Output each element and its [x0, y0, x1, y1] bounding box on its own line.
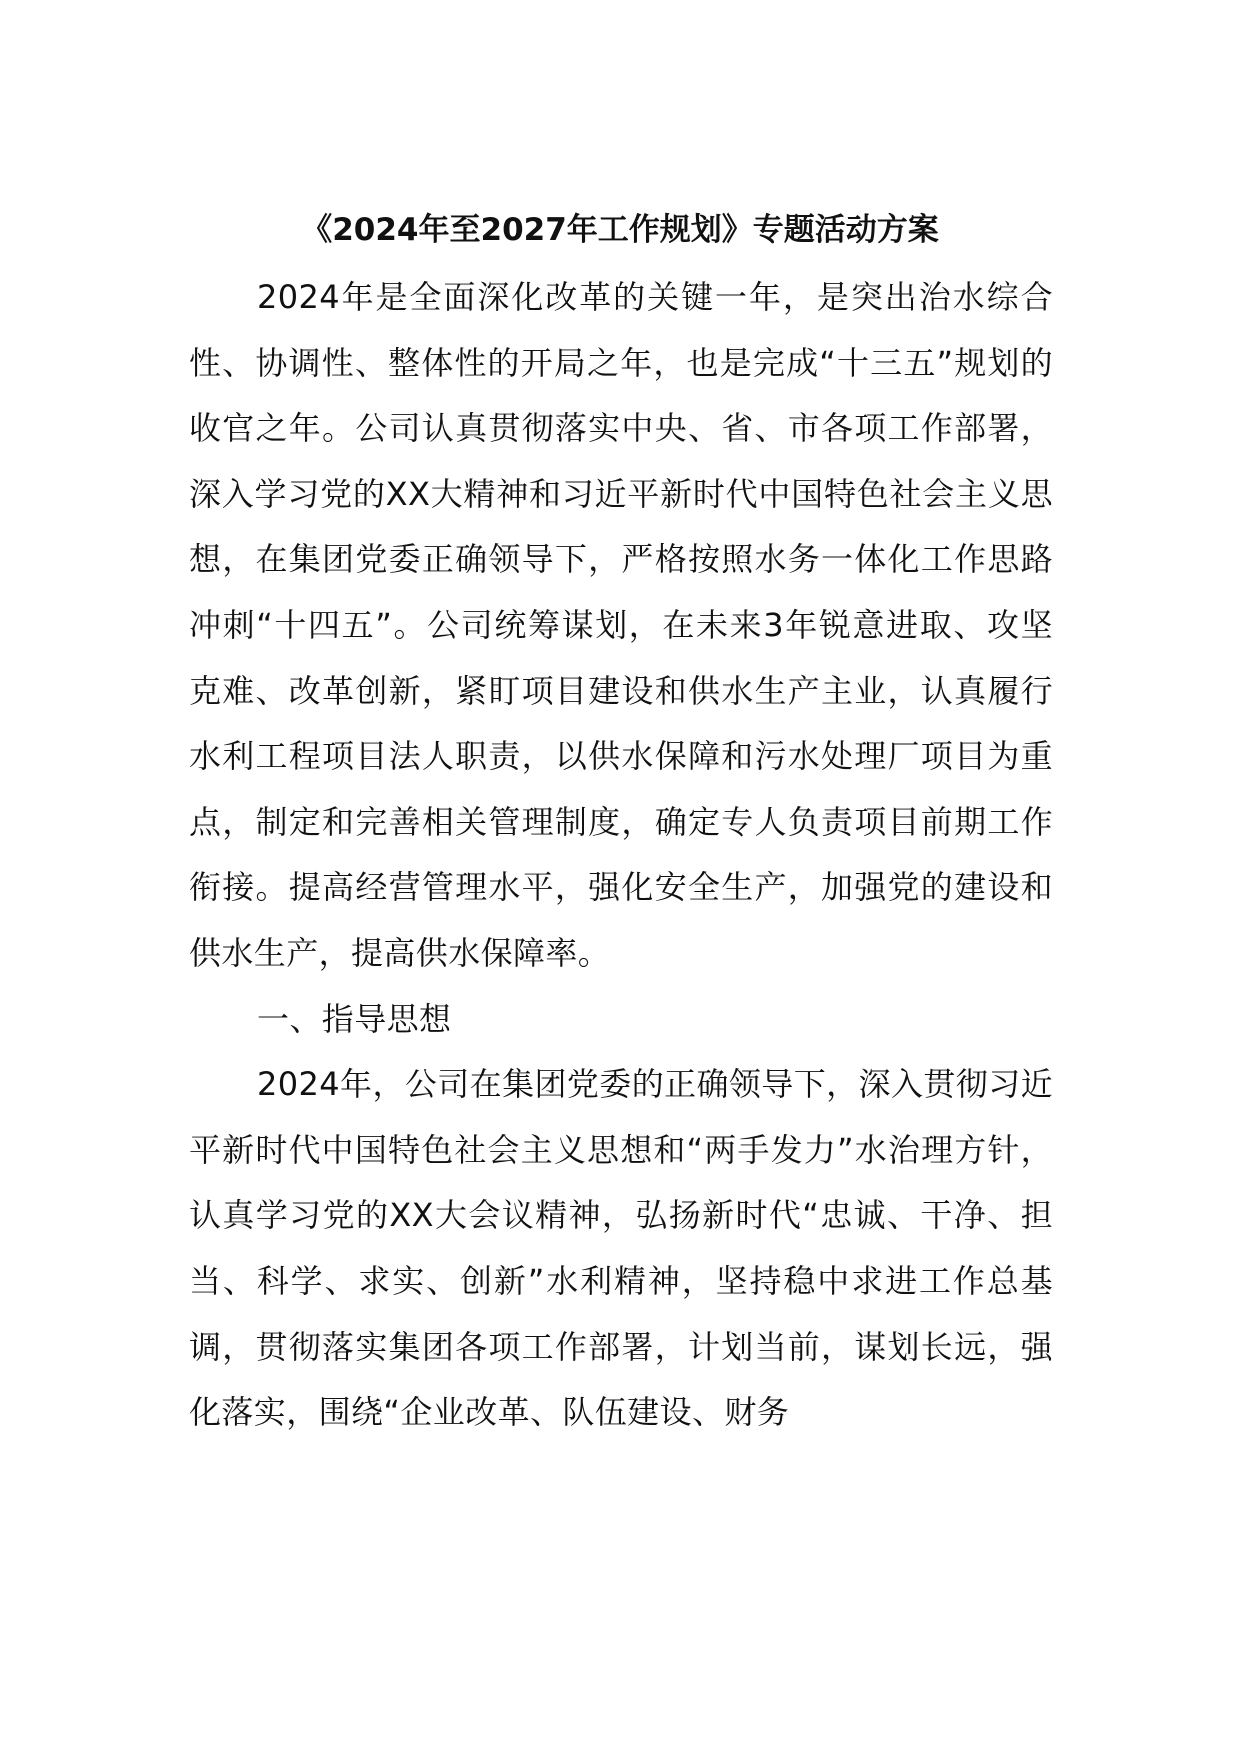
paragraph-guiding-ideology: 2024年，公司在集团党委的正确领导下，深入贯彻习近平新时代中国特色社会主义思想和“两手发力”水治理方针，认真学习党的XX大会议精神，弘扬新时代“忠诚、干净、担当、科学、求实、创新”水利精神，坚持稳中求进工作总基调，贯彻落实集团各项工作部署，计划当前，谋划长远，强化落实，围绕“企业改革、队伍建设、财务 — [189, 1065, 1053, 1432]
paragraph-intro: 2024年是全面深化改革的关键一年，是突出治水综合性、协调性、整体性的开局之年，也是完成“十三五”规划的收官之年。公司认真贯彻落实中央、省、市各项工作部署，深入学习党的XX大精神和习近平新时代中国特色社会主义思想，在集团党委正确领导下，严格按照水务一体化工作思路冲刺“十四五”。公司统筹谋划，在未来3年锐意进取、攻坚克难、改革创新，紧盯项目建设和供水生产主业，认真履行水利工程项目法人职责，以供水保障和污水处理厂项目为重点，制定和完善相关管理制度，确定专人负责项目前期工作衔接。提高经营管理水平，强化安全生产，加强党的建设和供水生产，提高供水保障率。 — [189, 278, 1053, 972]
document-title: 《2024年至2027年工作规划》专题活动方案 — [301, 212, 939, 248]
section-heading-guiding-ideology: 一、指导思想 — [257, 999, 452, 1038]
document-body — [189, 265, 1053, 1446]
